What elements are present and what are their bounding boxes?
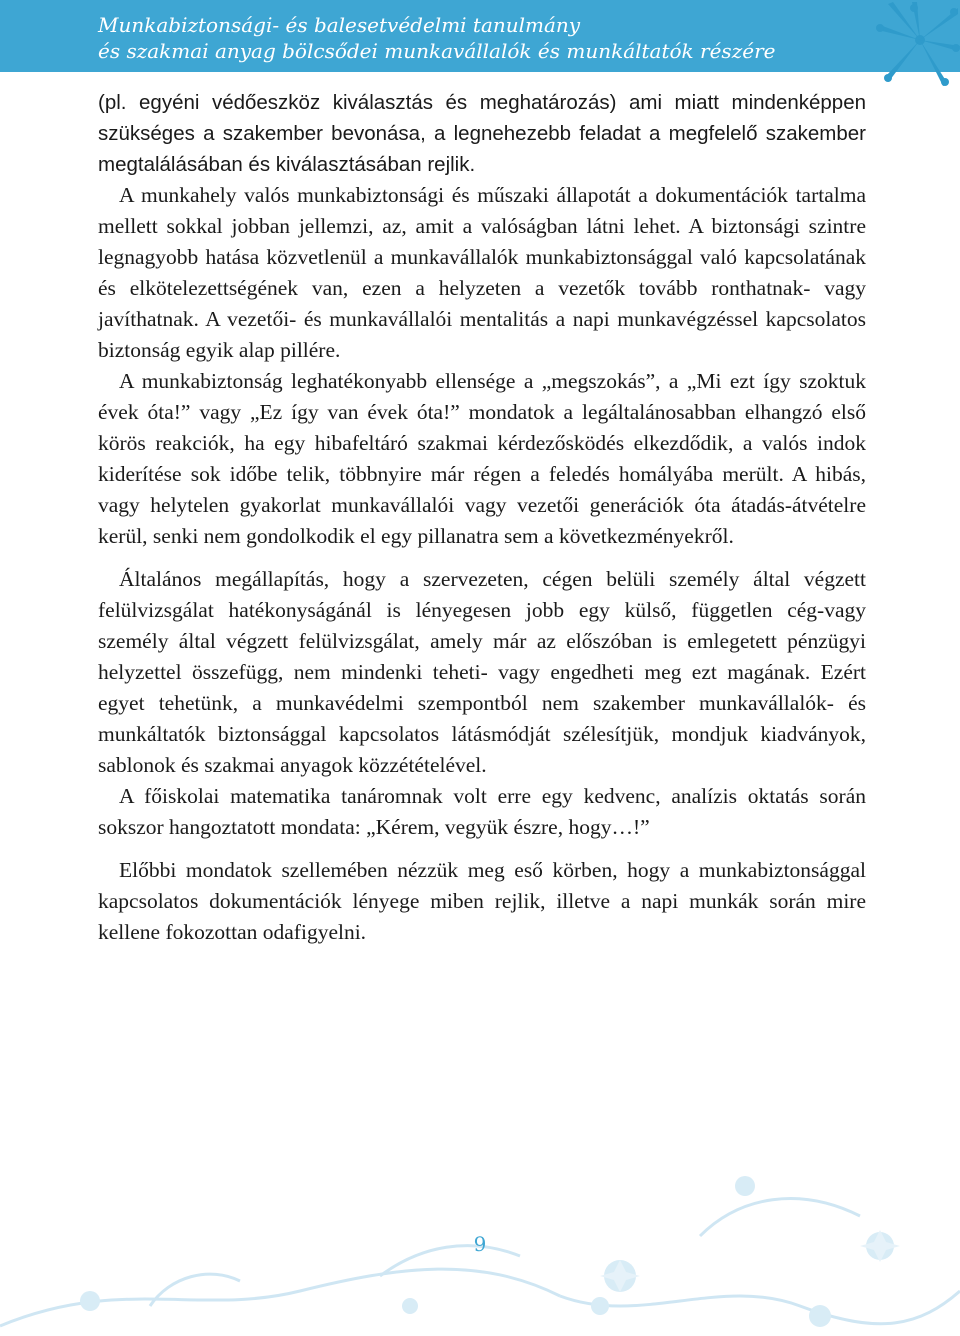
running-header xyxy=(98,12,775,64)
floral-border-ornament-icon xyxy=(0,1076,960,1336)
header-title-line1: Munkabiztonsági- és balesetvédelmi tanulmány xyxy=(98,13,581,37)
paragraph-6: Előbbi mondatok szellemében nézzük meg eső körben, hogy a munkabiztonsággal kapcsolatos dokumentációk lényege miben rejlik, illetve a napi munkák során mire kellene fokozottan odafigyelni. xyxy=(98,858,866,944)
paragraph-2: A munkahely valós munkabiztonsági és műszaki állapotát a dokumentációk tartalma mellett sokkal jobban jellemzi, az, amit a valóságban látni lehet. A biztonsági szintre legnagyobb hatása közvetlenül a munkavállalók munkabiztonsággal való kapcsolatának és elkötelezettségének van, ezen a helyzeten a vezetők tovább ronthatnak- vagy javíthatnak. A vezetői- és munkavállalói mentalitás a napi munkavégzéssel kapcsolatos biztonság egyik alap pillére. xyxy=(98,183,866,362)
body-text xyxy=(98,87,866,948)
page-number: 9 xyxy=(473,1232,487,1256)
paragraph-1: (pl. egyéni védőeszköz kiválasztás és meghatározás) ami miatt mindenképpen szükséges a szakember bevonása, a legnehezebb feladat a megfelelő szakember megtalálásában és kiválasztásában rejlik. xyxy=(98,91,866,176)
paragraph-3: A munkabiztonság leghatékonyabb ellensége a „megszokás”, a „Mi ezt így szoktuk évek óta!” vagy „Ez így van évek óta!” mondatok a legáltalánosabban elhangzó első körös reakciók, ha egy hibafeltáró szakmai kérdezősködés elkezdődik, a valós indok kiderítése sok időbe telik, többnyire már régen a feledés homályába merült. A hibás, vagy helytelen gyakorlat munkavállalói vagy vezetői generációk óta átadás-átvételre kerül, senki nem gondolkodik el egy pillanatra sem a következményekről. xyxy=(98,369,866,548)
paragraph-4: Általános megállapítás, hogy a szervezeten, cégen belüli személy által végzett felülvizsgálat hatékonyságánál is lényegesen jobb egy külső, független cég-vagy személy által végzett felülvizsgálat, amely már az előszóban is emlegetett pénzügyi helyzettel összefügg, nem mindenki teheti- vagy engedheti meg ezt magának. Ezért egyet tehetünk, a munkavédelmi szempontból nem szakember munkavállalók- és munkáltatók biztonsággal kapcsolatos látásmódját szélesítjük, mondjuk kiadványok, sablonok és szakmai anyagok közzétételével. xyxy=(98,567,866,777)
snowflake-ornament-icon xyxy=(850,0,960,90)
paragraph-5: A főiskolai matematika tanáromnak volt erre egy kedvenc, analízis oktatás során sokszor hangoztatott mondata: „Kérem, vegyük észre, hogy…!” xyxy=(98,784,866,839)
header-title-line2: és szakmai anyag bölcsődei munkavállalók és munkáltatók részére xyxy=(98,39,776,63)
